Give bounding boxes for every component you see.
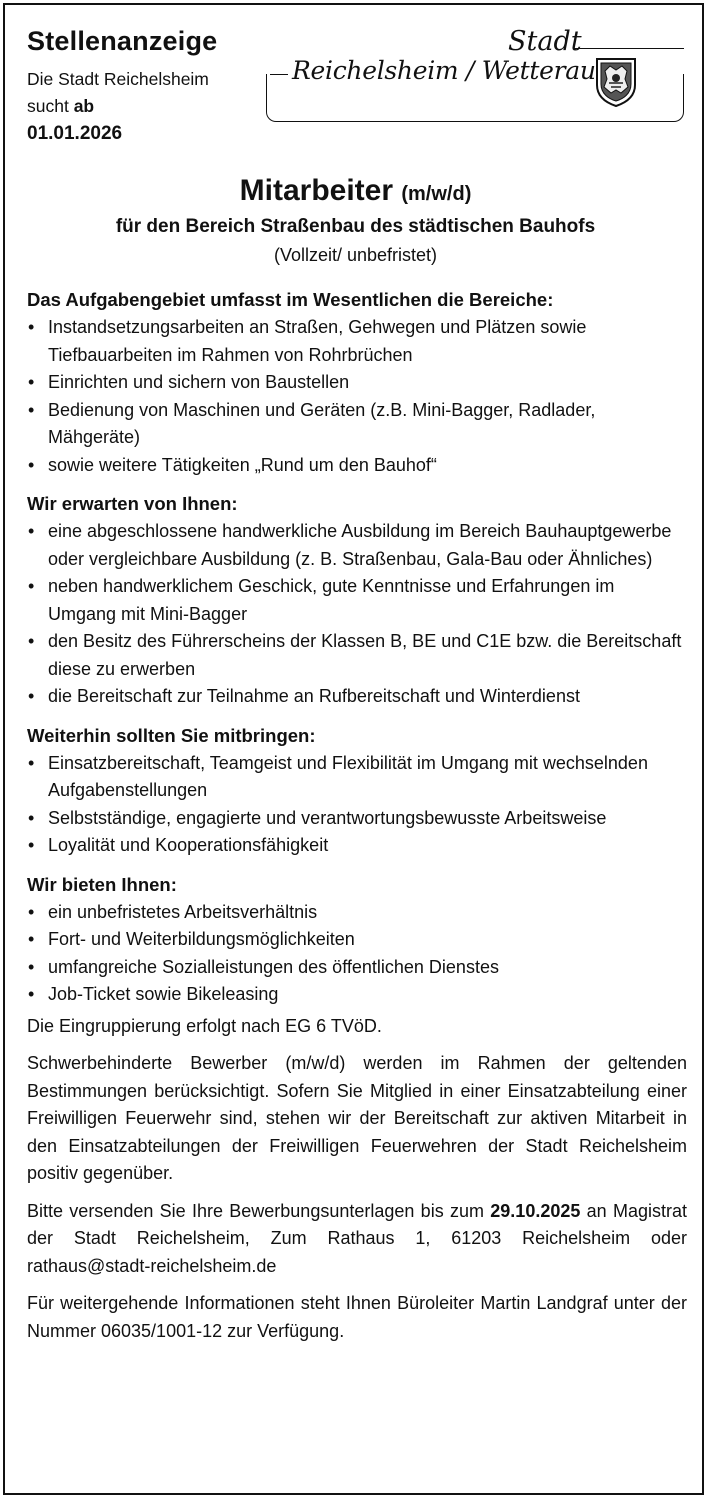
intro-line2: sucht <box>27 96 74 116</box>
coat-of-arms-icon <box>595 57 637 107</box>
job-gender: (m/w/d) <box>401 183 472 205</box>
expectations-heading: Wir erwarten von Ihnen: <box>27 493 238 514</box>
intro-bold: ab <box>73 96 95 116</box>
list-item: • neben handwerklichem Geschick, gute Kenntnisse und Erfahrungen im Umgang mit Mini-Bagger <box>27 573 687 628</box>
list-item: • Selbstständige, engagierte und verantwortungsbewusste Arbeitsweise <box>27 805 687 833</box>
job-title-text: Mitarbeiter <box>239 174 394 207</box>
tasks-heading: Das Aufgabengebiet umfasst im Wesentlichen die Bereiche: <box>27 289 554 310</box>
offers-heading: Wir bieten Ihnen: <box>27 873 177 895</box>
job-area: für den Bereich Straßenbau des städtischen Bauhofs <box>115 216 596 237</box>
list-item: • sowie weitere Tätigkeiten „Rund um den Bauhof“ <box>27 452 687 480</box>
ad-body <box>27 286 687 1345</box>
start-date: 01.01.2026 <box>27 123 123 144</box>
logo-city-name: Reichelsheim / Wetterau <box>292 56 596 85</box>
skills-list <box>27 750 687 860</box>
list-item: • Instandsetzungsarbeiten an Straßen, Gehwegen und Plätzen sowie Tiefbauarbeiten im Rahmen von Rohrbrüchen <box>27 314 687 369</box>
list-item: • Loyalität und Kooperationsfähigkeit <box>27 832 687 860</box>
job-title <box>0 172 711 213</box>
list-item: • Einsatzbereitschaft, Teamgeist und Flexibilität im Umgang mit wechselnden Aufgabenstellungen <box>27 750 687 805</box>
header-block <box>27 24 267 147</box>
list-item: • Fort- und Weiterbildungsmöglichkeiten <box>27 926 687 954</box>
intro-text <box>27 66 267 120</box>
list-item: • Job-Ticket sowie Bikeleasing <box>27 981 687 1009</box>
logo-rule <box>574 48 684 49</box>
list-item: • Einrichten und sichern von Baustellen <box>27 369 687 397</box>
city-logo <box>262 26 690 126</box>
offers-list <box>27 899 687 1009</box>
skills-heading: Weiterhin sollten Sie mitbringen: <box>27 724 316 746</box>
apply-pre: Bitte versenden Sie Ihre Bewerbungsunterlagen bis zum <box>27 1200 491 1221</box>
contact-text: Für weitergehende Informationen steht Ihnen Büroleiter Martin Landgraf unter der Nummer 06035/1001-12 zur Verfügung. <box>27 1293 687 1341</box>
pay-grade-text: Die Eingruppierung erfolgt nach EG 6 TVöD. <box>27 1015 382 1036</box>
list-item: • ein unbefristetes Arbeitsverhältnis <box>27 899 687 927</box>
list-item: • die Bereitschaft zur Teilnahme an Rufbereitschaft und Winterdienst <box>27 683 687 711</box>
application-text <box>27 1198 687 1281</box>
expectations-list <box>27 518 687 711</box>
list-item: • den Besitz des Führerscheins der Klassen B, BE und C1E bzw. die Bereitschaft diese zu erwerben <box>27 628 687 683</box>
job-type: (Vollzeit/ unbefristet) <box>273 245 438 265</box>
list-item: • umfangreiche Sozialleistungen des öffentlichen Dienstes <box>27 954 687 982</box>
ad-title: Stellenanzeige <box>27 26 218 56</box>
disability-text: Schwerbehinderte Bewerber (m/w/d) werden im Rahmen der geltenden Bestimmungen berücksichtigt. Sofern Sie Mitglied in einer Einsatzabteilung einer Freiwilligen Feuerwehr sind, stehen wir der Bereitschaft zur aktiven Mitarbeit in den Einsatzabteilungen der Freiwilligen Feuerwehren der Stadt Reichelsheim positiv gegenüber. <box>27 1053 687 1183</box>
tasks-list <box>27 314 687 479</box>
apply-post: an Magistrat der Stadt Reichelsheim, Zum Rathaus 1, 61203 Reichelsheim oder rathaus@stadt-reichelsheim.de <box>27 1200 687 1276</box>
list-item: • Bedienung von Maschinen und Geräten (z.B. Mini-Bagger, Radlader, Mähgeräte) <box>27 397 687 452</box>
list-item: • eine abgeschlossene handwerkliche Ausbildung im Bereich Bauhauptgewerbe oder vergleichbare Ausbildung (z. B. Straßenbau, Gala-Bau oder Ähnliches) <box>27 518 687 573</box>
intro-line1: Die Stadt Reichelsheim <box>27 69 209 89</box>
logo-stadt: Stadt <box>508 26 582 57</box>
application-deadline: 29.10.2025 <box>490 1200 581 1221</box>
